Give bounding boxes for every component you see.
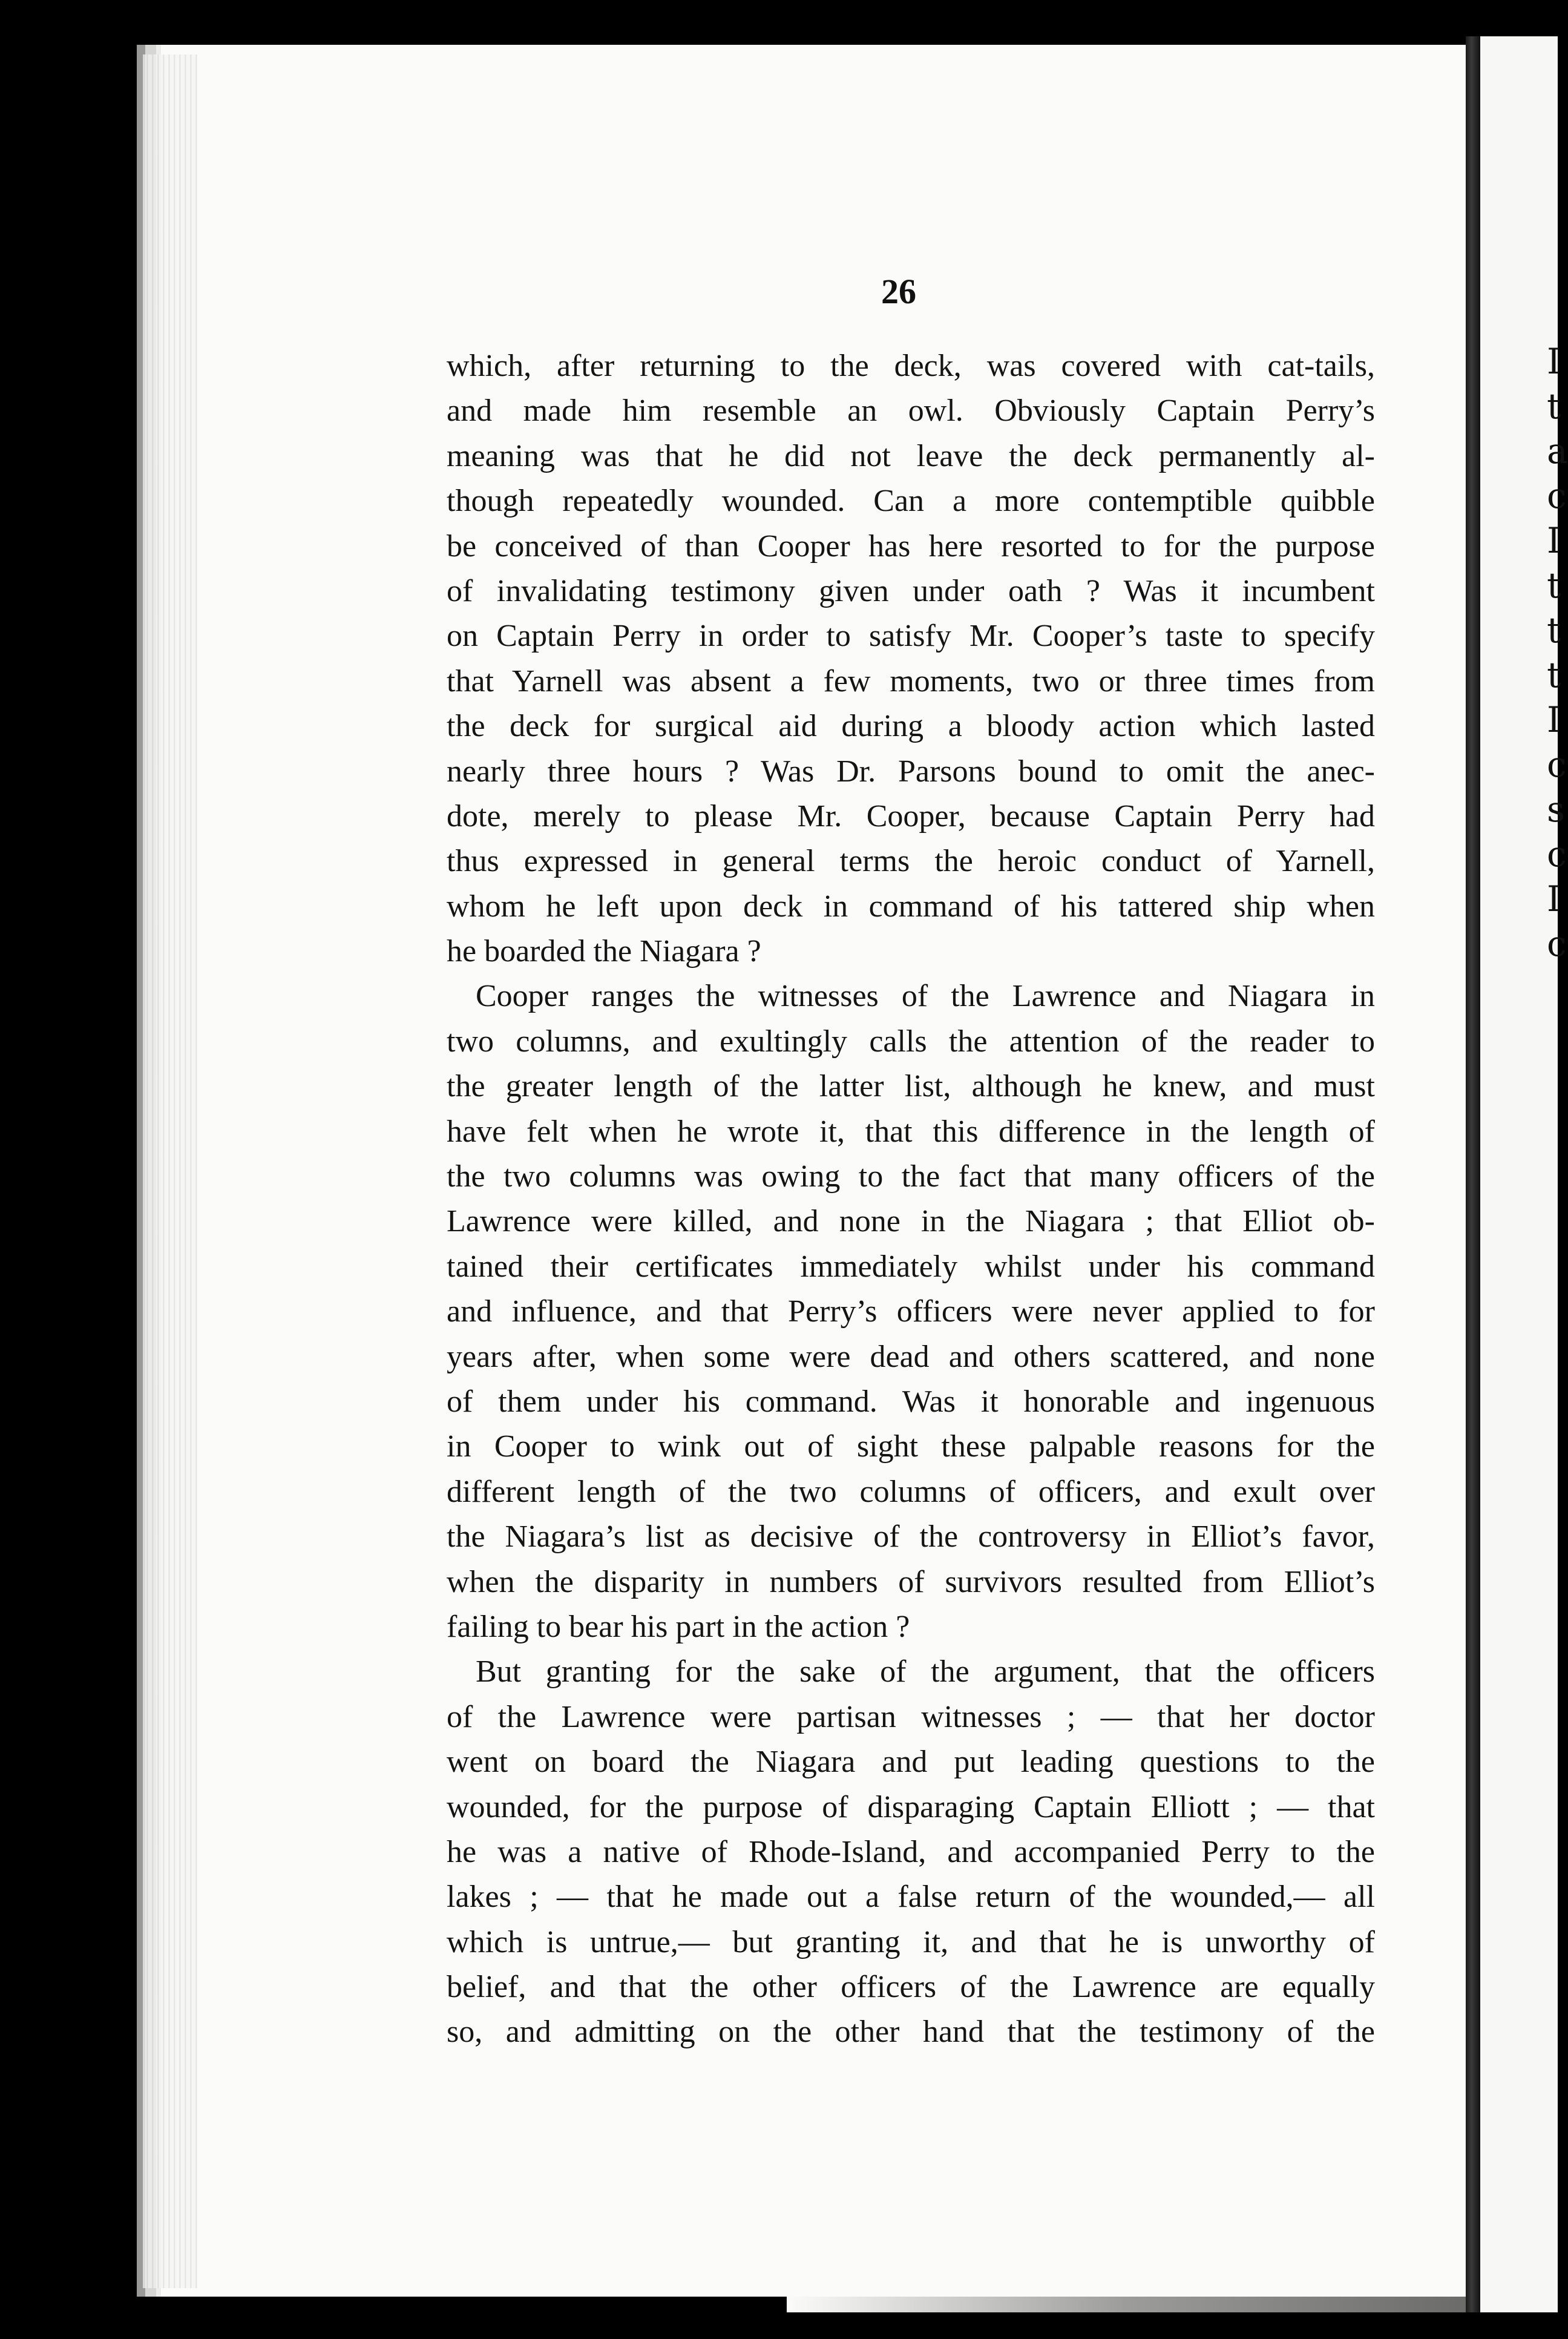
text-line: of invalidating testimony given under oath ? Was it incumbent — [447, 573, 1375, 608]
text-line: tained their certificates immediately whilst under his command — [447, 1249, 1375, 1284]
text-line: and made him resemble an owl. Obviously Captain Perry’s — [447, 393, 1375, 429]
page-number: 26 — [881, 272, 916, 311]
fragment: c — [1547, 475, 1567, 516]
text-line: meaning was that he did not leave the deck permanently al- — [447, 438, 1375, 473]
fragment: c — [1547, 834, 1567, 875]
fragment: t — [1547, 386, 1561, 427]
text-line: failing to bear his part in the action ? — [447, 1609, 910, 1644]
text-line: though repeatedly wounded. Can a more contemptible quibble — [447, 484, 1375, 519]
fragment: s — [1547, 789, 1565, 830]
text-line: Lawrence were killed, and none in the Niagara ; that Elliot ob- — [447, 1204, 1375, 1239]
body-text — [447, 344, 1375, 2055]
fragment: t — [1547, 610, 1561, 651]
text-line: belief, and that the other officers of the Lawrence are equally — [447, 1970, 1375, 2005]
text-line: went on board the Niagara and put leading questions to the — [447, 1745, 1375, 1780]
text-line: of them under his command. Was it honorable and ingenuous — [447, 1384, 1375, 1419]
text-line: two columns, and exultingly calls the attention of the reader to — [447, 1024, 1375, 1059]
page-bottom-edge — [787, 2297, 1466, 2312]
text-line: the two columns was owing to the fact that many officers of the — [447, 1159, 1375, 1194]
facing-page-text-fragments — [1547, 339, 1568, 966]
text-line: and influence, and that Perry’s officers were never applied to for — [447, 1294, 1375, 1329]
text-line: whom he left upon deck in command of his tattered ship when — [447, 889, 1375, 924]
text-line: when the disparity in numbers of survivors resulted from Elliot’s — [447, 1564, 1375, 1599]
text-line: thus expressed in general terms the heroic conduct of Yarnell, — [447, 844, 1375, 879]
fragment: I — [1547, 699, 1561, 740]
text-line: he boarded the Niagara ? — [447, 934, 761, 969]
text-line: of the Lawrence were partisan witnesses ; — that her doctor — [447, 1699, 1375, 1734]
text-line: the deck for surgical aid during a bloody action which lasted — [447, 709, 1375, 744]
fragment: t — [1547, 565, 1561, 606]
page-edges — [143, 54, 197, 2288]
text-line: nearly three hours ? Was Dr. Parsons bound to omit the anec- — [447, 754, 1375, 789]
text-line: different length of the two columns of officers, and exult over — [447, 1474, 1375, 1509]
text-line: which, after returning to the deck, was covered with cat-tails, — [447, 349, 1375, 383]
text-line: on Captain Perry in order to satisfy Mr. Cooper’s taste to specify — [447, 619, 1375, 654]
text-line: in Cooper to wink out of sight these palpable reasons for the — [447, 1429, 1375, 1464]
fragment: I — [1547, 341, 1561, 382]
fragment: a — [1547, 430, 1568, 472]
text-line: years after, when some were dead and others scattered, and none — [447, 1339, 1375, 1374]
fragment: c — [1547, 923, 1567, 964]
text-line: Cooper ranges the witnesses of the Lawrence and Niagara in — [476, 979, 1375, 1014]
text-line: he was a native of Rhode-Island, and accompanied Perry to the — [447, 1834, 1375, 1869]
text-line: But granting for the sake of the argument, that the officers — [476, 1654, 1375, 1689]
text-line: so, and admitting on the other hand that the testimony of the — [447, 2015, 1375, 2050]
fragment: I — [1547, 878, 1561, 919]
text-line: be conceived of than Cooper has here resorted to for the purpose — [447, 528, 1375, 564]
book-gutter — [1466, 36, 1480, 2312]
text-line: that Yarnell was absent a few moments, two or three times from — [447, 663, 1375, 699]
text-line: the Niagara’s list as decisive of the controversy in Elliot’s favor, — [447, 1519, 1375, 1554]
text-line: the greater length of the latter list, although he knew, and must — [447, 1069, 1375, 1104]
fragment: c — [1547, 744, 1567, 785]
text-line: lakes ; — that he made out a false return of the wounded,— all — [447, 1880, 1375, 1915]
text-line: wounded, for the purpose of disparaging Captain Elliott ; — that — [447, 1789, 1375, 1824]
text-line: dote, merely to please Mr. Cooper, because Captain Perry had — [447, 798, 1375, 834]
facing-page — [1480, 36, 1568, 2312]
fragment: t — [1547, 654, 1561, 696]
text-line: have felt when he wrote it, that this difference in the length of — [447, 1114, 1375, 1149]
text-line: which is untrue,— but granting it, and that he is unworthy of — [447, 1924, 1375, 1959]
fragment: I — [1547, 520, 1561, 561]
